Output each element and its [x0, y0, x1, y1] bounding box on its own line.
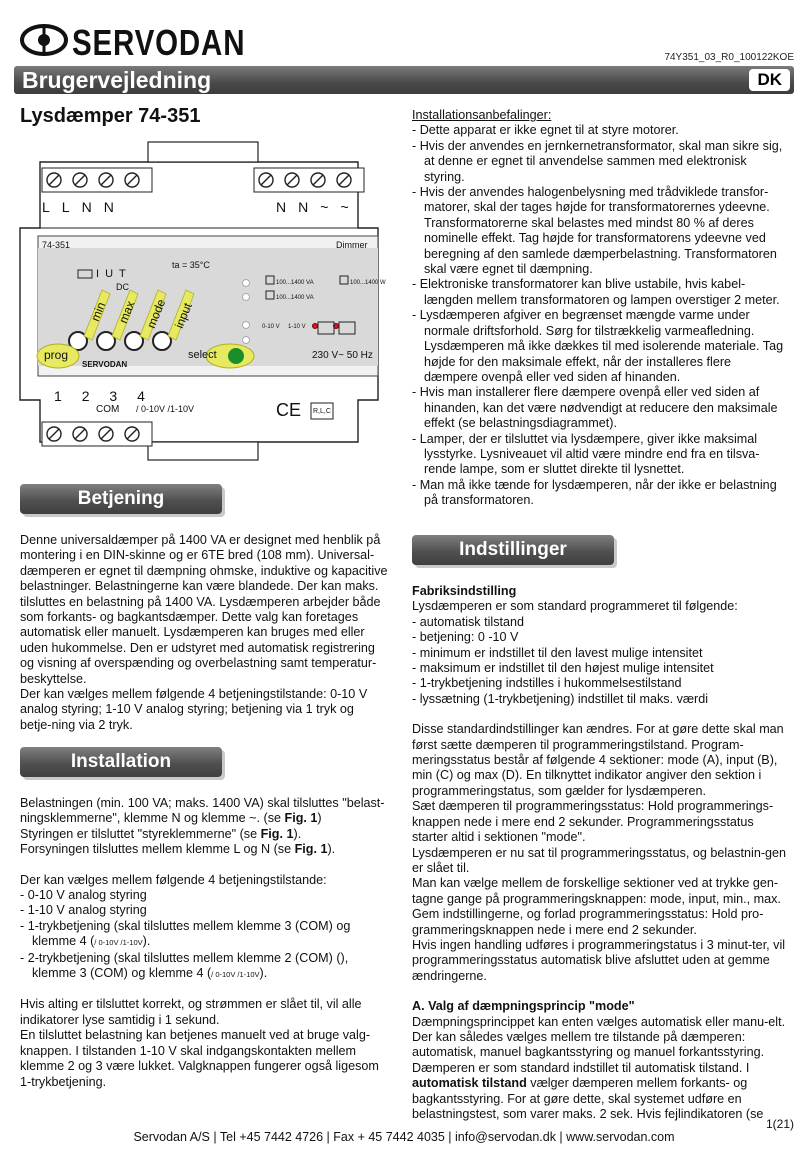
text: ). [293, 826, 302, 841]
title-bar [14, 66, 794, 94]
recommendations-heading: Installationsanbefalinger: [412, 108, 552, 122]
paragraph: Hvis alting er tilsluttet korrekt, og strømmen er slået til, vil alle indikatorer lyse samtidig i 1 sekund. [20, 997, 362, 1027]
list-item: - Lysdæmperen afgiver en begrænset mængde varme under normale driftsforhold. Sørg for tilstrækkelig varmeafledning. Lysdæmperen må ikke dækkes til med isolerende materiale. Tag højde for den maksimale effekt, når der installeres flere dæmpere ovenpå eller ved siden af hinanden. [412, 308, 788, 385]
terminal-label: N [298, 199, 321, 215]
text: / 0-10V /1-10V [94, 938, 143, 948]
text: . (se [256, 811, 281, 826]
mode-option-0: 0-10 V [262, 324, 280, 330]
device-type: Dimmer [336, 240, 368, 250]
list-item: - Dette apparat er ikke egnet til at styre motorer. [412, 123, 788, 138]
terminal-number: 2 [81, 388, 90, 404]
ce-mark: CE [276, 400, 302, 420]
load-symbol-icon: ~ [249, 811, 257, 826]
fig-ref: Fig. 1 [284, 811, 318, 826]
va-label-1: 100...1400 VA [276, 280, 314, 286]
va-label-2: 100...1400 W [350, 280, 386, 286]
fig-ref: Fig. 1 [260, 826, 294, 841]
paragraph: Denne universaldæmper på 1400 VA er designet med henblik på montering i en DIN-skinne og er 6TE bred (108 mm). Universal-dæmperen er egnet til dæmpning ohmske, induktive og kapacitive belastninger. Belastningerne kan være blandede. Der kan maks. tilsluttes en belastning på 1400 VA. Lysdæmperen arbejder både som forkants- og bagkantsdæmper. Dette valg kan foretages automatisk eller manuelt. Lysdæmperen kan bruges med eller uden hukommelse. Den er udstyret med automatisk registrering og visning af overspænding og overbelastning samt temperatur-beskyttelse. [20, 533, 388, 686]
knob-label-input: input [172, 300, 195, 331]
paragraph: Man kan vælge mellem de forskellige sektioner ved at trykke gen-tagne gange på programmeringsknappen: mode, input, min., max. Gem indstillingerne, og forlad programmeringsstatus: Hold pro-grammeringsknappen nede i mere end 2 sekunder. [412, 876, 781, 937]
text: Dæmpningsprincippet kan enten vælges automatisk eller manu-elt. Der kan således vælges mellem tre tilstande på dæmperen: automatisk, manuel bagkantsstyring og manuel forkantsstyring. Dæmperen er som standard indstillet til automatisk tilstand. I [412, 1014, 786, 1075]
terminal-label: L [42, 199, 62, 215]
dc-label: DC [116, 282, 129, 292]
control-terminal-numbers [54, 388, 145, 404]
text: ) [317, 811, 322, 826]
paragraph [20, 842, 388, 857]
paragraph: Disse standardindstillinger kan ændres. For at gøre dette skal man først sætte dæmperen til programmeringstilstand. Program-meringsstatus består af følgende 4 sektioner: mode (A), input (B), min (C) og max (D). En tilknyttet indikator angiver den sektion i programmeringstatus, som gælder for lysdæmperen. [412, 722, 784, 798]
text: 1-trykbetjening (skal tilsluttes mellem klemme 3 (COM) og klemme 4 ( [27, 918, 351, 949]
list-item: - Elektroniske transformatorer kan blive ustabile, hvis kabel-længden mellem transformatoren og lampen overstiger 2 meter. [412, 277, 788, 308]
list-item: - 1-trykbetjening indstilles i hukommelsestilstand [412, 676, 788, 691]
paragraph [20, 796, 388, 827]
section-indstillinger: Indstillinger [412, 535, 614, 565]
terminal-label: N [103, 199, 126, 215]
paragraph [20, 827, 388, 842]
servodan-logo-icon [18, 22, 70, 58]
device-voltage: 230 V~ 50 Hz [312, 350, 373, 361]
left-column-operation [20, 533, 388, 733]
select-button[interactable]: select [188, 349, 217, 361]
fig-ref: Fig. 1 [294, 842, 328, 857]
knob-label-min: min [88, 300, 109, 324]
terminal-number: 1 [54, 388, 62, 404]
page-number: 1(21) [765, 1117, 794, 1131]
language-badge: DK [749, 69, 790, 91]
mode-option-1: 1-10 V [288, 324, 306, 330]
list-item: - Hvis man installerer flere dæmpere ovenpå eller ved siden af hinanden, kan det være nødvendigt at reducere den maksimale effekt (se belastningsdiagrammet). [412, 385, 788, 431]
list-item: - 0-10 V analog styring [20, 888, 388, 903]
device-model: 74-351 [42, 240, 71, 250]
list-item: - automatisk tilstand [412, 615, 788, 630]
text: ). [142, 934, 151, 949]
left-column-installation [20, 796, 388, 1090]
document-reference: 74Y351_03_R0_100122KOE [664, 52, 794, 63]
paragraph [412, 1015, 788, 1123]
terminal-label: N [276, 199, 299, 215]
right-column-settings [412, 584, 788, 1122]
text: ). [327, 842, 336, 857]
knob-label-max: max [116, 298, 138, 326]
device-illustration [18, 140, 388, 462]
range-label: / 0-10V /1-10V [136, 404, 195, 414]
list-item: - betjening: 0 -10 V [412, 630, 788, 645]
brand-name: SERVODAN [72, 22, 246, 63]
paragraph: Der kan vælges mellem følgende 4 betjeningstilstande: [20, 872, 327, 887]
list-item: - Hvis der anvendes en jernkernetransformator, skal man sikre sig, at denne er egnet til anvendelse sammen med elektronisk styring. [412, 139, 788, 185]
rlc-mark: R,L,C [313, 408, 331, 415]
com-label: COM [96, 404, 120, 415]
text: Styringen er tilsluttet "styreklemmerne" (se [20, 826, 258, 841]
top-terminal-labels-right [276, 199, 361, 215]
list-item: - 1-10 V analog styring [20, 903, 388, 918]
list-item: - Hvis der anvendes halogenbelysning med trådviklede transfor-matorer, skal der tages højde for transformatorernes ydeevne. Transformatorerne skal belastes med mindst 80 % af deres nominelle effekt. Tag højde for transformatorens ydeevne ved beregning af den samlede dæmperbelastning. Transformatoren skal være egnet til dæmpning. [412, 185, 788, 277]
mode-section-heading: A. Valg af dæmpningsprincip "mode" [412, 999, 635, 1014]
list-item [20, 951, 388, 983]
terminal-number: 3 [109, 388, 118, 404]
paragraph: Hvis ingen handling udføres i programmeringstatus i 3 minut-ter, vil programmeringsstatus automatisk blive afsluttet uden at gemme ændringerne. [412, 937, 786, 983]
paragraph: En tilsluttet belastning kan betjenes manuelt ved at bruge valg-knappen. I tilstanden 1-10 V skal indgangskontakten mellem klemme 2 og 3 være lukket. Valgknappen fungerer også ligesom 1-trykbetjening. [20, 1028, 379, 1089]
prog-button[interactable]: prog [44, 348, 69, 362]
terminal-label: ~ [340, 199, 361, 215]
text: automatisk tilstand [412, 1076, 527, 1091]
text: ). [259, 966, 268, 981]
text: Forsyningen tilsluttes mellem klemme L og N (se [20, 842, 292, 857]
iut-label: I U T [96, 268, 126, 280]
list-item [20, 919, 388, 951]
page-title: Brugervejledning [22, 67, 212, 93]
terminal-label: N [81, 199, 104, 215]
recommendations-list [412, 123, 788, 508]
text: vælger dæmperen mellem forkants- og bagkantsstyring. For at gøre dette, skal systemet udføre en belastningstest, som varer maks. 2 sek. Hvis fejlindikatoren (se [412, 1076, 764, 1121]
va-label-3: 100...1400 VA [276, 295, 314, 301]
paragraph: Der kan vælges mellem følgende 4 betjeningstilstande: 0-10 V analog styring; 1-10 V analog styring; betjening via 1 tryk og betje-ning via 2 tryk. [20, 687, 368, 732]
text: 2-trykbetjening (skal tilsluttes mellem klemme 2 (COM) ( [27, 950, 341, 965]
list-item: - Lamper, der er tilsluttet via lysdæmpere, giver ikke maksimal lysstyrke. Lysniveauet vil altid være mindre end fra en tilsva-rende lampe, som er sluttet direkte til lysnettet. [412, 432, 788, 478]
device-brand: SERVODAN [82, 360, 128, 369]
paragraph: Sæt dæmperen til programmeringsstatus: Hold programmerings-knappen nede i mere end 2 sekunder. Programmeringsstatus starter altid i sektionen "mode". [412, 799, 774, 845]
product-title: Lysdæmper 74-351 [20, 105, 201, 127]
factory-settings-list [412, 615, 788, 707]
list-item: - maksimum er indstillet til den højest mulige intensitet [412, 661, 788, 676]
section-betjening: Betjening [20, 484, 222, 514]
right-column-recommendations [412, 108, 788, 509]
text: / 0-10V /1-10V [211, 970, 260, 980]
knob-label-mode: mode [144, 297, 169, 331]
text: ), klemme 3 (COM) og klemme 4 ( [32, 950, 349, 981]
terminal-number: 4 [137, 388, 145, 404]
list-item: - lyssætning (1-trykbetjening) indstillet til maks. værdi [412, 692, 788, 707]
footer-contact: Servodan A/S | Tel +45 7442 4726 | Fax + 45 7442 4035 | info@servodan.dk | www.servodan.com [133, 1130, 675, 1144]
terminal-label: L [61, 199, 82, 215]
text: Belastningen (min. 100 VA; maks. 1400 VA) skal tilsluttes "belast-ningsklemmerne", klemme N og klemme [20, 796, 385, 826]
paragraph: Lysdæmperen er som standard programmeret til følgende: [412, 599, 738, 614]
section-installation: Installation [20, 747, 222, 777]
paragraph: Lysdæmperen er nu sat til programmeringsstatus, og belastnin-gen er slået til. [412, 845, 787, 875]
modes-list [20, 888, 388, 982]
list-item: - Man må ikke tænde for lysdæmperen, når der ikke er belastning på transformatoren. [412, 478, 788, 509]
top-terminal-labels [42, 199, 126, 215]
factory-settings-heading: Fabriksindstilling [412, 584, 517, 598]
terminal-label: ~ [320, 199, 341, 215]
ambient-temp: ta = 35°C [172, 260, 210, 270]
list-item: - minimum er indstillet til den lavest mulige intensitet [412, 646, 788, 661]
